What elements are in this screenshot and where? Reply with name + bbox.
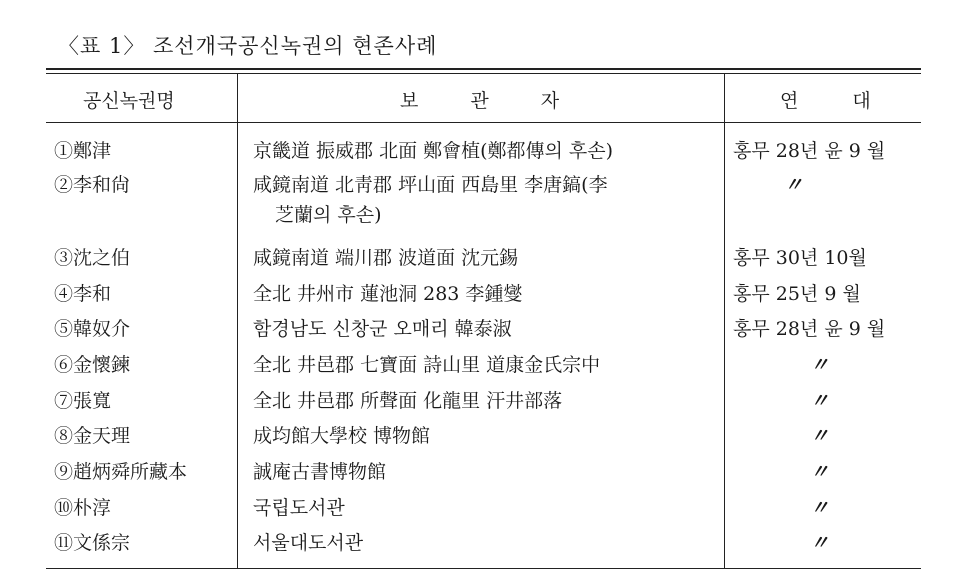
table-cell-holder: 誠庵古書博物館: [253, 461, 387, 483]
ditto-mark: 〃: [810, 461, 830, 483]
header-holder: 보관자: [400, 90, 612, 112]
column-divider: [237, 73, 238, 568]
table-cell-year: 홍무 28년 윤 9 월: [733, 140, 886, 162]
table-cell-name: ⑥金懷鍊: [54, 354, 131, 376]
column-divider: [724, 73, 725, 568]
table-cell-holder: 成均館大學校 博物館: [253, 425, 431, 447]
table-cell-holder: 京畿道 振威郡 北面 鄭會植(鄭都傳의 후손): [253, 140, 614, 162]
ditto-mark: 〃: [810, 497, 830, 519]
table-cell-name: ⑩朴淳: [54, 497, 112, 519]
top-rule: [46, 68, 921, 70]
table-cell-name: ④李和: [54, 283, 112, 305]
table-caption: 〈표 1〉 조선개국공신녹권의 현존사례: [58, 34, 438, 58]
table-cell-name: ⑤韓奴介: [54, 318, 131, 340]
table-cell-holder: 국립도서관: [253, 497, 345, 519]
table-cell-name: ①鄭津: [54, 140, 112, 162]
table-cell-holder: 함경남도 신창군 오매리 韓泰淑: [253, 318, 512, 340]
table-cell-name: ⑪文係宗: [54, 532, 131, 554]
table-cell-year: 홍무 28년 윤 9 월: [733, 318, 886, 340]
table-cell-holder: [253, 170, 608, 230]
ditto-mark: 〃: [784, 174, 804, 196]
bottom-rule: [46, 568, 921, 569]
table-cell-name: ⑦張寬: [54, 390, 112, 412]
header-rule: [46, 122, 921, 123]
table-cell-year: 홍무 25년 9 월: [733, 283, 861, 305]
ditto-mark: 〃: [810, 532, 830, 554]
holder-line: 咸鏡南道 北靑郡 坪山面 西島里 李唐鎬(李: [253, 174, 608, 196]
table-cell-holder: 全北 井州市 蓮池洞 283 李鍾燮: [253, 283, 523, 305]
table-cell-name: ③沈之伯: [54, 247, 131, 269]
holder-line-continued: 芝蘭의 후손): [275, 204, 382, 226]
ditto-mark: 〃: [810, 425, 830, 447]
table-cell-name: ②李和尙: [54, 174, 131, 196]
ditto-mark: 〃: [810, 390, 830, 412]
header-year: 연대: [780, 90, 925, 112]
table-cell-name: ⑨趙炳舜所藏本: [54, 461, 188, 483]
header-name: 공신녹권명: [83, 90, 175, 112]
top-rule-thin: [46, 73, 921, 74]
table-cell-year: 홍무 30년 10월: [733, 247, 867, 269]
table-cell-holder: 咸鏡南道 端川郡 波道面 沈元錫: [253, 247, 519, 269]
table-cell-holder: 全北 井邑郡 七寶面 詩山里 道康金氏宗中: [253, 354, 601, 376]
table-cell-holder: 全北 井邑郡 所聲面 化龍里 汗井部落: [253, 390, 563, 412]
table-cell-name: ⑧金天理: [54, 425, 131, 447]
table-cell-holder: 서울대도서관: [253, 532, 364, 554]
ditto-mark: 〃: [810, 354, 830, 376]
